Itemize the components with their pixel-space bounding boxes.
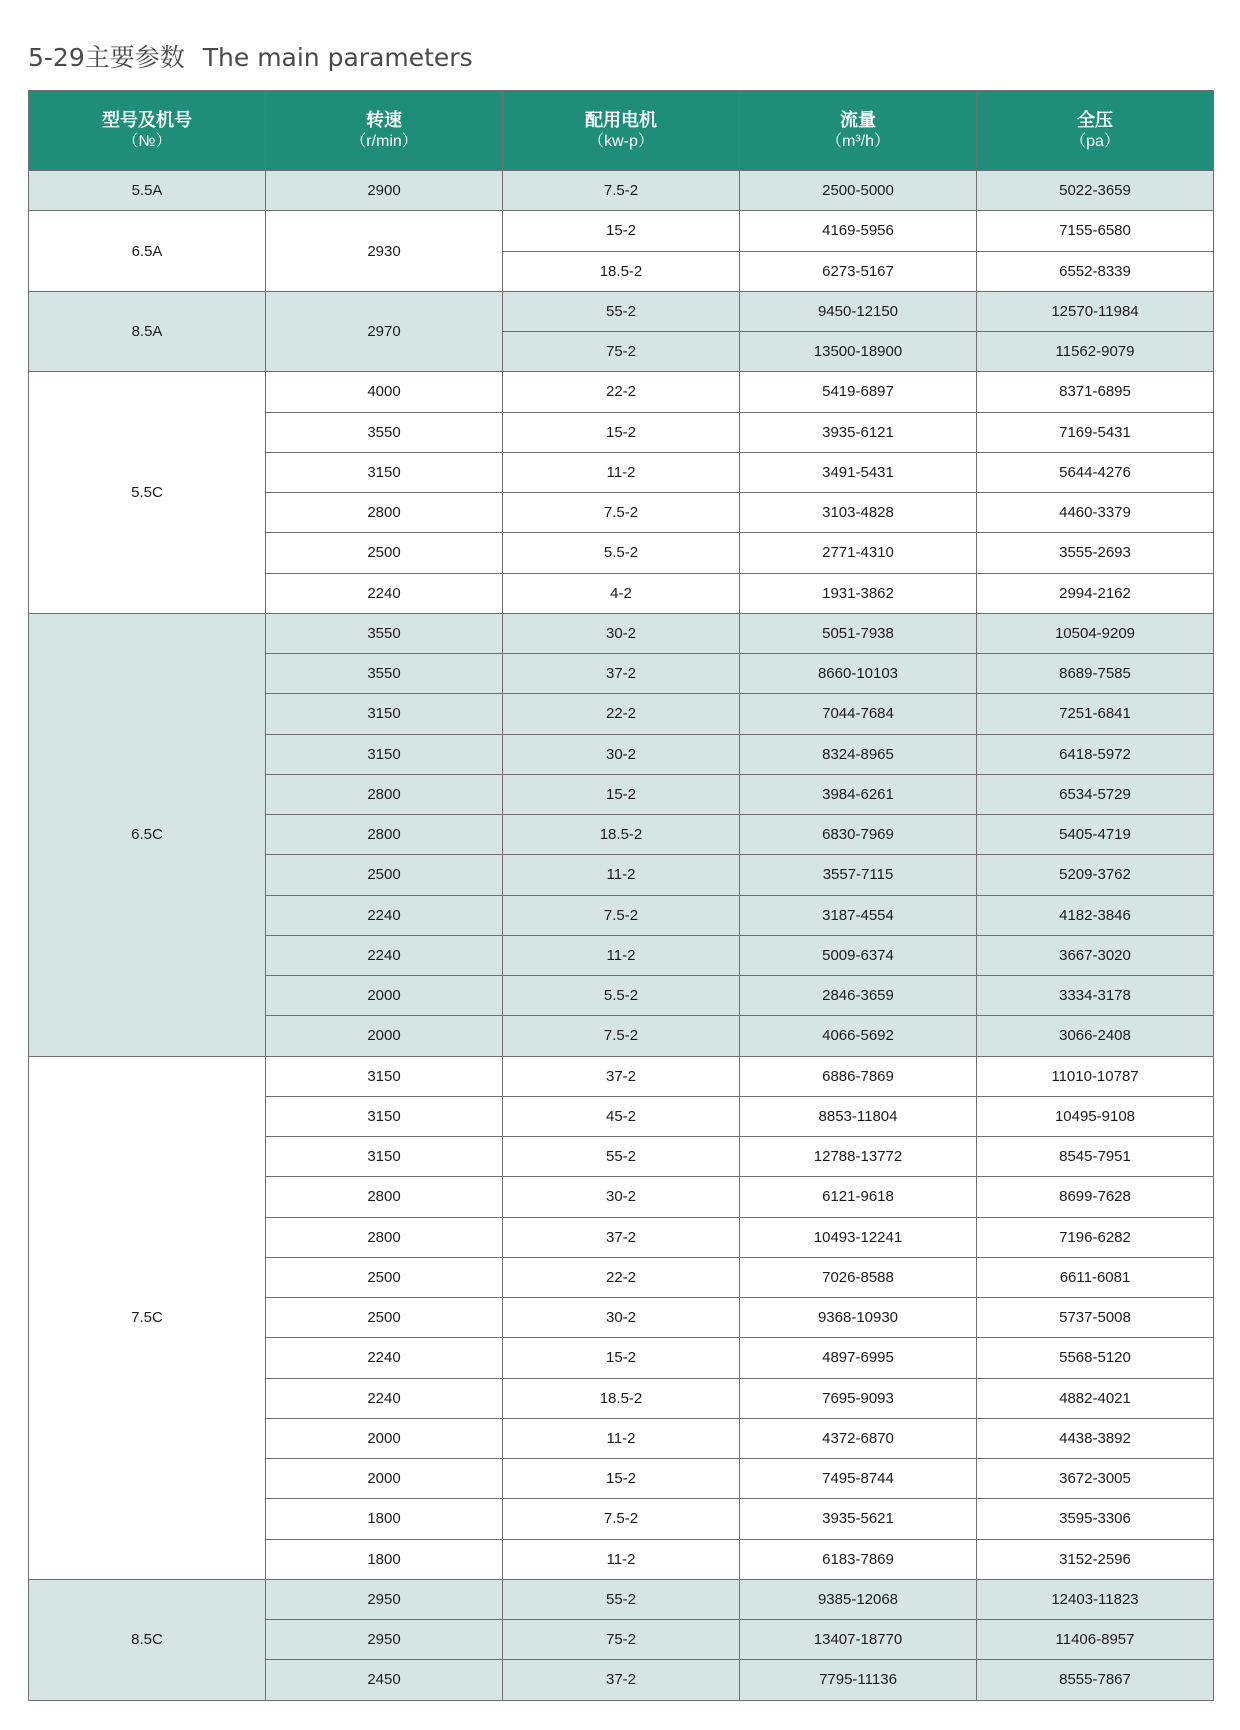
header-model — [29, 91, 266, 171]
motor-cell: 11-2 — [503, 1418, 740, 1458]
flow-cell: 1931-3862 — [740, 573, 977, 613]
flow-cell: 3984-6261 — [740, 774, 977, 814]
motor-cell: 15-2 — [503, 1338, 740, 1378]
header-flow — [740, 91, 977, 171]
speed-cell: 3550 — [266, 613, 503, 653]
motor-cell: 7.5-2 — [503, 895, 740, 935]
motor-cell: 11-2 — [503, 855, 740, 895]
motor-cell: 11-2 — [503, 935, 740, 975]
speed-cell: 3150 — [266, 452, 503, 492]
header-pressure — [977, 91, 1214, 171]
pressure-cell: 6418-5972 — [977, 734, 1214, 774]
pressure-cell: 3595-3306 — [977, 1499, 1214, 1539]
table-row — [29, 372, 1214, 412]
flow-cell: 4066-5692 — [740, 1016, 977, 1056]
pressure-cell: 8699-7628 — [977, 1177, 1214, 1217]
motor-cell: 7.5-2 — [503, 493, 740, 533]
flow-cell: 6183-7869 — [740, 1539, 977, 1579]
flow-cell: 7044-7684 — [740, 694, 977, 734]
model-group — [29, 372, 1214, 614]
pressure-cell: 7169-5431 — [977, 412, 1214, 452]
speed-cell: 2500 — [266, 855, 503, 895]
pressure-cell: 3667-3020 — [977, 935, 1214, 975]
speed-cell: 2240 — [266, 895, 503, 935]
motor-cell: 7.5-2 — [503, 1016, 740, 1056]
flow-cell: 8660-10103 — [740, 654, 977, 694]
motor-cell: 30-2 — [503, 734, 740, 774]
flow-cell: 8853-11804 — [740, 1096, 977, 1136]
pressure-cell: 6611-6081 — [977, 1257, 1214, 1297]
header-speed-unit: （r/min） — [350, 132, 418, 150]
model-group — [29, 211, 1214, 292]
flow-cell: 5419-6897 — [740, 372, 977, 412]
flow-cell: 3935-6121 — [740, 412, 977, 452]
speed-cell: 3150 — [266, 694, 503, 734]
header-speed — [266, 91, 503, 171]
speed-cell: 2000 — [266, 1459, 503, 1499]
pressure-cell: 3152-2596 — [977, 1539, 1214, 1579]
speed-cell: 1800 — [266, 1539, 503, 1579]
pressure-cell: 4438-3892 — [977, 1418, 1214, 1458]
speed-cell: 2500 — [266, 533, 503, 573]
speed-cell: 2500 — [266, 1298, 503, 1338]
flow-cell: 7795-11136 — [740, 1660, 977, 1700]
model-cell: 6.5A — [29, 211, 266, 292]
motor-cell: 30-2 — [503, 1298, 740, 1338]
flow-cell: 4372-6870 — [740, 1418, 977, 1458]
pressure-cell: 3066-2408 — [977, 1016, 1214, 1056]
flow-cell: 13407-18770 — [740, 1620, 977, 1660]
speed-cell: 1800 — [266, 1499, 503, 1539]
flow-cell: 5009-6374 — [740, 935, 977, 975]
pressure-cell: 5405-4719 — [977, 815, 1214, 855]
page-title — [28, 38, 473, 74]
motor-cell: 30-2 — [503, 613, 740, 653]
pressure-cell: 5644-4276 — [977, 452, 1214, 492]
speed-cell: 4000 — [266, 372, 503, 412]
pressure-cell: 4882-4021 — [977, 1378, 1214, 1418]
flow-cell: 7495-8744 — [740, 1459, 977, 1499]
model-group — [29, 291, 1214, 372]
speed-cell: 2900 — [266, 171, 503, 211]
pressure-cell: 8689-7585 — [977, 654, 1214, 694]
flow-cell: 8324-8965 — [740, 734, 977, 774]
flow-cell: 2500-5000 — [740, 171, 977, 211]
flow-cell: 6886-7869 — [740, 1056, 977, 1096]
speed-cell: 3150 — [266, 1096, 503, 1136]
motor-cell: 15-2 — [503, 774, 740, 814]
pressure-cell: 8371-6895 — [977, 372, 1214, 412]
motor-cell: 11-2 — [503, 1539, 740, 1579]
speed-cell: 2800 — [266, 493, 503, 533]
pressure-cell: 11010-10787 — [977, 1056, 1214, 1096]
pressure-cell: 4182-3846 — [977, 895, 1214, 935]
speed-cell: 2240 — [266, 573, 503, 613]
pressure-cell: 5022-3659 — [977, 171, 1214, 211]
pressure-cell: 3334-3178 — [977, 976, 1214, 1016]
table-row — [29, 171, 1214, 211]
model-group — [29, 613, 1214, 1056]
flow-cell: 3557-7115 — [740, 855, 977, 895]
model-cell: 5.5A — [29, 171, 266, 211]
header-flow-unit: （m³/h） — [825, 132, 890, 150]
speed-cell: 2240 — [266, 1338, 503, 1378]
flow-cell: 3103-4828 — [740, 493, 977, 533]
header-motor-label: 配用电机 — [585, 109, 657, 130]
flow-cell: 7026-8588 — [740, 1257, 977, 1297]
header-flow-label: 流量 — [840, 109, 876, 130]
table-row — [29, 291, 1214, 331]
table-row — [29, 613, 1214, 653]
flow-cell: 13500-18900 — [740, 332, 977, 372]
pressure-cell: 5568-5120 — [977, 1338, 1214, 1378]
motor-cell: 55-2 — [503, 291, 740, 331]
pressure-cell: 12403-11823 — [977, 1579, 1214, 1619]
motor-cell: 37-2 — [503, 654, 740, 694]
pressure-cell: 11406-8957 — [977, 1620, 1214, 1660]
header-model-label: 型号及机号 — [102, 109, 192, 130]
speed-cell: 2000 — [266, 1016, 503, 1056]
motor-cell: 37-2 — [503, 1056, 740, 1096]
header-model-unit: （№） — [122, 132, 172, 150]
flow-cell: 2771-4310 — [740, 533, 977, 573]
pressure-cell: 3672-3005 — [977, 1459, 1214, 1499]
model-cell: 6.5C — [29, 613, 266, 1056]
speed-cell: 2000 — [266, 976, 503, 1016]
flow-cell: 10493-12241 — [740, 1217, 977, 1257]
speed-cell: 3150 — [266, 734, 503, 774]
motor-cell: 15-2 — [503, 412, 740, 452]
speed-cell: 2240 — [266, 935, 503, 975]
header-motor-unit: （kw-p） — [588, 132, 654, 150]
motor-cell: 7.5-2 — [503, 1499, 740, 1539]
motor-cell: 5.5-2 — [503, 976, 740, 1016]
speed-cell: 2450 — [266, 1660, 503, 1700]
flow-cell: 12788-13772 — [740, 1137, 977, 1177]
table-row — [29, 211, 1214, 251]
pressure-cell: 7251-6841 — [977, 694, 1214, 734]
motor-cell: 18.5-2 — [503, 251, 740, 291]
model-group — [29, 171, 1214, 211]
speed-cell: 2950 — [266, 1579, 503, 1619]
speed-cell: 3150 — [266, 1137, 503, 1177]
header-motor — [503, 91, 740, 171]
model-cell: 8.5C — [29, 1579, 266, 1700]
motor-cell: 4-2 — [503, 573, 740, 613]
model-group — [29, 1056, 1214, 1579]
motor-cell: 75-2 — [503, 1620, 740, 1660]
motor-cell: 37-2 — [503, 1660, 740, 1700]
speed-cell: 2800 — [266, 774, 503, 814]
motor-cell: 7.5-2 — [503, 171, 740, 211]
speed-cell: 3550 — [266, 412, 503, 452]
motor-cell: 15-2 — [503, 211, 740, 251]
title-en: The main parameters — [202, 43, 473, 72]
motor-cell: 75-2 — [503, 332, 740, 372]
motor-cell: 30-2 — [503, 1177, 740, 1217]
header-pressure-unit: （pa） — [1070, 132, 1120, 150]
speed-cell: 2950 — [266, 1620, 503, 1660]
speed-cell: 2800 — [266, 1217, 503, 1257]
flow-cell: 7695-9093 — [740, 1378, 977, 1418]
pressure-cell: 10495-9108 — [977, 1096, 1214, 1136]
pressure-cell: 11562-9079 — [977, 332, 1214, 372]
model-cell: 7.5C — [29, 1056, 266, 1579]
motor-cell: 37-2 — [503, 1217, 740, 1257]
model-group — [29, 1579, 1214, 1700]
pressure-cell: 6552-8339 — [977, 251, 1214, 291]
parameters-table — [28, 90, 1214, 1701]
speed-cell: 2970 — [266, 291, 503, 372]
table-row — [29, 1579, 1214, 1619]
pressure-cell: 8555-7867 — [977, 1660, 1214, 1700]
table-row — [29, 1056, 1214, 1096]
motor-cell: 55-2 — [503, 1137, 740, 1177]
flow-cell: 3491-5431 — [740, 452, 977, 492]
flow-cell: 3935-5621 — [740, 1499, 977, 1539]
motor-cell: 22-2 — [503, 372, 740, 412]
flow-cell: 6273-5167 — [740, 251, 977, 291]
flow-cell: 2846-3659 — [740, 976, 977, 1016]
pressure-cell: 4460-3379 — [977, 493, 1214, 533]
speed-cell: 3150 — [266, 1056, 503, 1096]
speed-cell: 2930 — [266, 211, 503, 292]
pressure-cell: 10504-9209 — [977, 613, 1214, 653]
motor-cell: 22-2 — [503, 1257, 740, 1297]
motor-cell: 45-2 — [503, 1096, 740, 1136]
pressure-cell: 12570-11984 — [977, 291, 1214, 331]
flow-cell: 5051-7938 — [740, 613, 977, 653]
pressure-cell: 3555-2693 — [977, 533, 1214, 573]
speed-cell: 2800 — [266, 1177, 503, 1217]
motor-cell: 55-2 — [503, 1579, 740, 1619]
motor-cell: 18.5-2 — [503, 815, 740, 855]
flow-cell: 9368-10930 — [740, 1298, 977, 1338]
speed-cell: 2800 — [266, 815, 503, 855]
flow-cell: 6830-7969 — [740, 815, 977, 855]
flow-cell: 4169-5956 — [740, 211, 977, 251]
pressure-cell: 8545-7951 — [977, 1137, 1214, 1177]
header-pressure-label: 全压 — [1077, 109, 1113, 130]
motor-cell: 5.5-2 — [503, 533, 740, 573]
pressure-cell: 7196-6282 — [977, 1217, 1214, 1257]
flow-cell: 4897-6995 — [740, 1338, 977, 1378]
motor-cell: 11-2 — [503, 452, 740, 492]
motor-cell: 22-2 — [503, 694, 740, 734]
speed-cell: 2500 — [266, 1257, 503, 1297]
header-row — [29, 91, 1214, 171]
speed-cell: 3550 — [266, 654, 503, 694]
pressure-cell: 5737-5008 — [977, 1298, 1214, 1338]
flow-cell: 3187-4554 — [740, 895, 977, 935]
pressure-cell: 6534-5729 — [977, 774, 1214, 814]
table-header — [29, 91, 1214, 171]
motor-cell: 18.5-2 — [503, 1378, 740, 1418]
pressure-cell: 2994-2162 — [977, 573, 1214, 613]
motor-cell: 15-2 — [503, 1459, 740, 1499]
header-speed-label: 转速 — [366, 109, 402, 130]
flow-cell: 9450-12150 — [740, 291, 977, 331]
model-cell: 8.5A — [29, 291, 266, 372]
flow-cell: 9385-12068 — [740, 1579, 977, 1619]
speed-cell: 2240 — [266, 1378, 503, 1418]
title-cn: 5-29主要参数 — [28, 43, 185, 72]
speed-cell: 2000 — [266, 1418, 503, 1458]
pressure-cell: 7155-6580 — [977, 211, 1214, 251]
flow-cell: 6121-9618 — [740, 1177, 977, 1217]
pressure-cell: 5209-3762 — [977, 855, 1214, 895]
model-cell: 5.5C — [29, 372, 266, 614]
